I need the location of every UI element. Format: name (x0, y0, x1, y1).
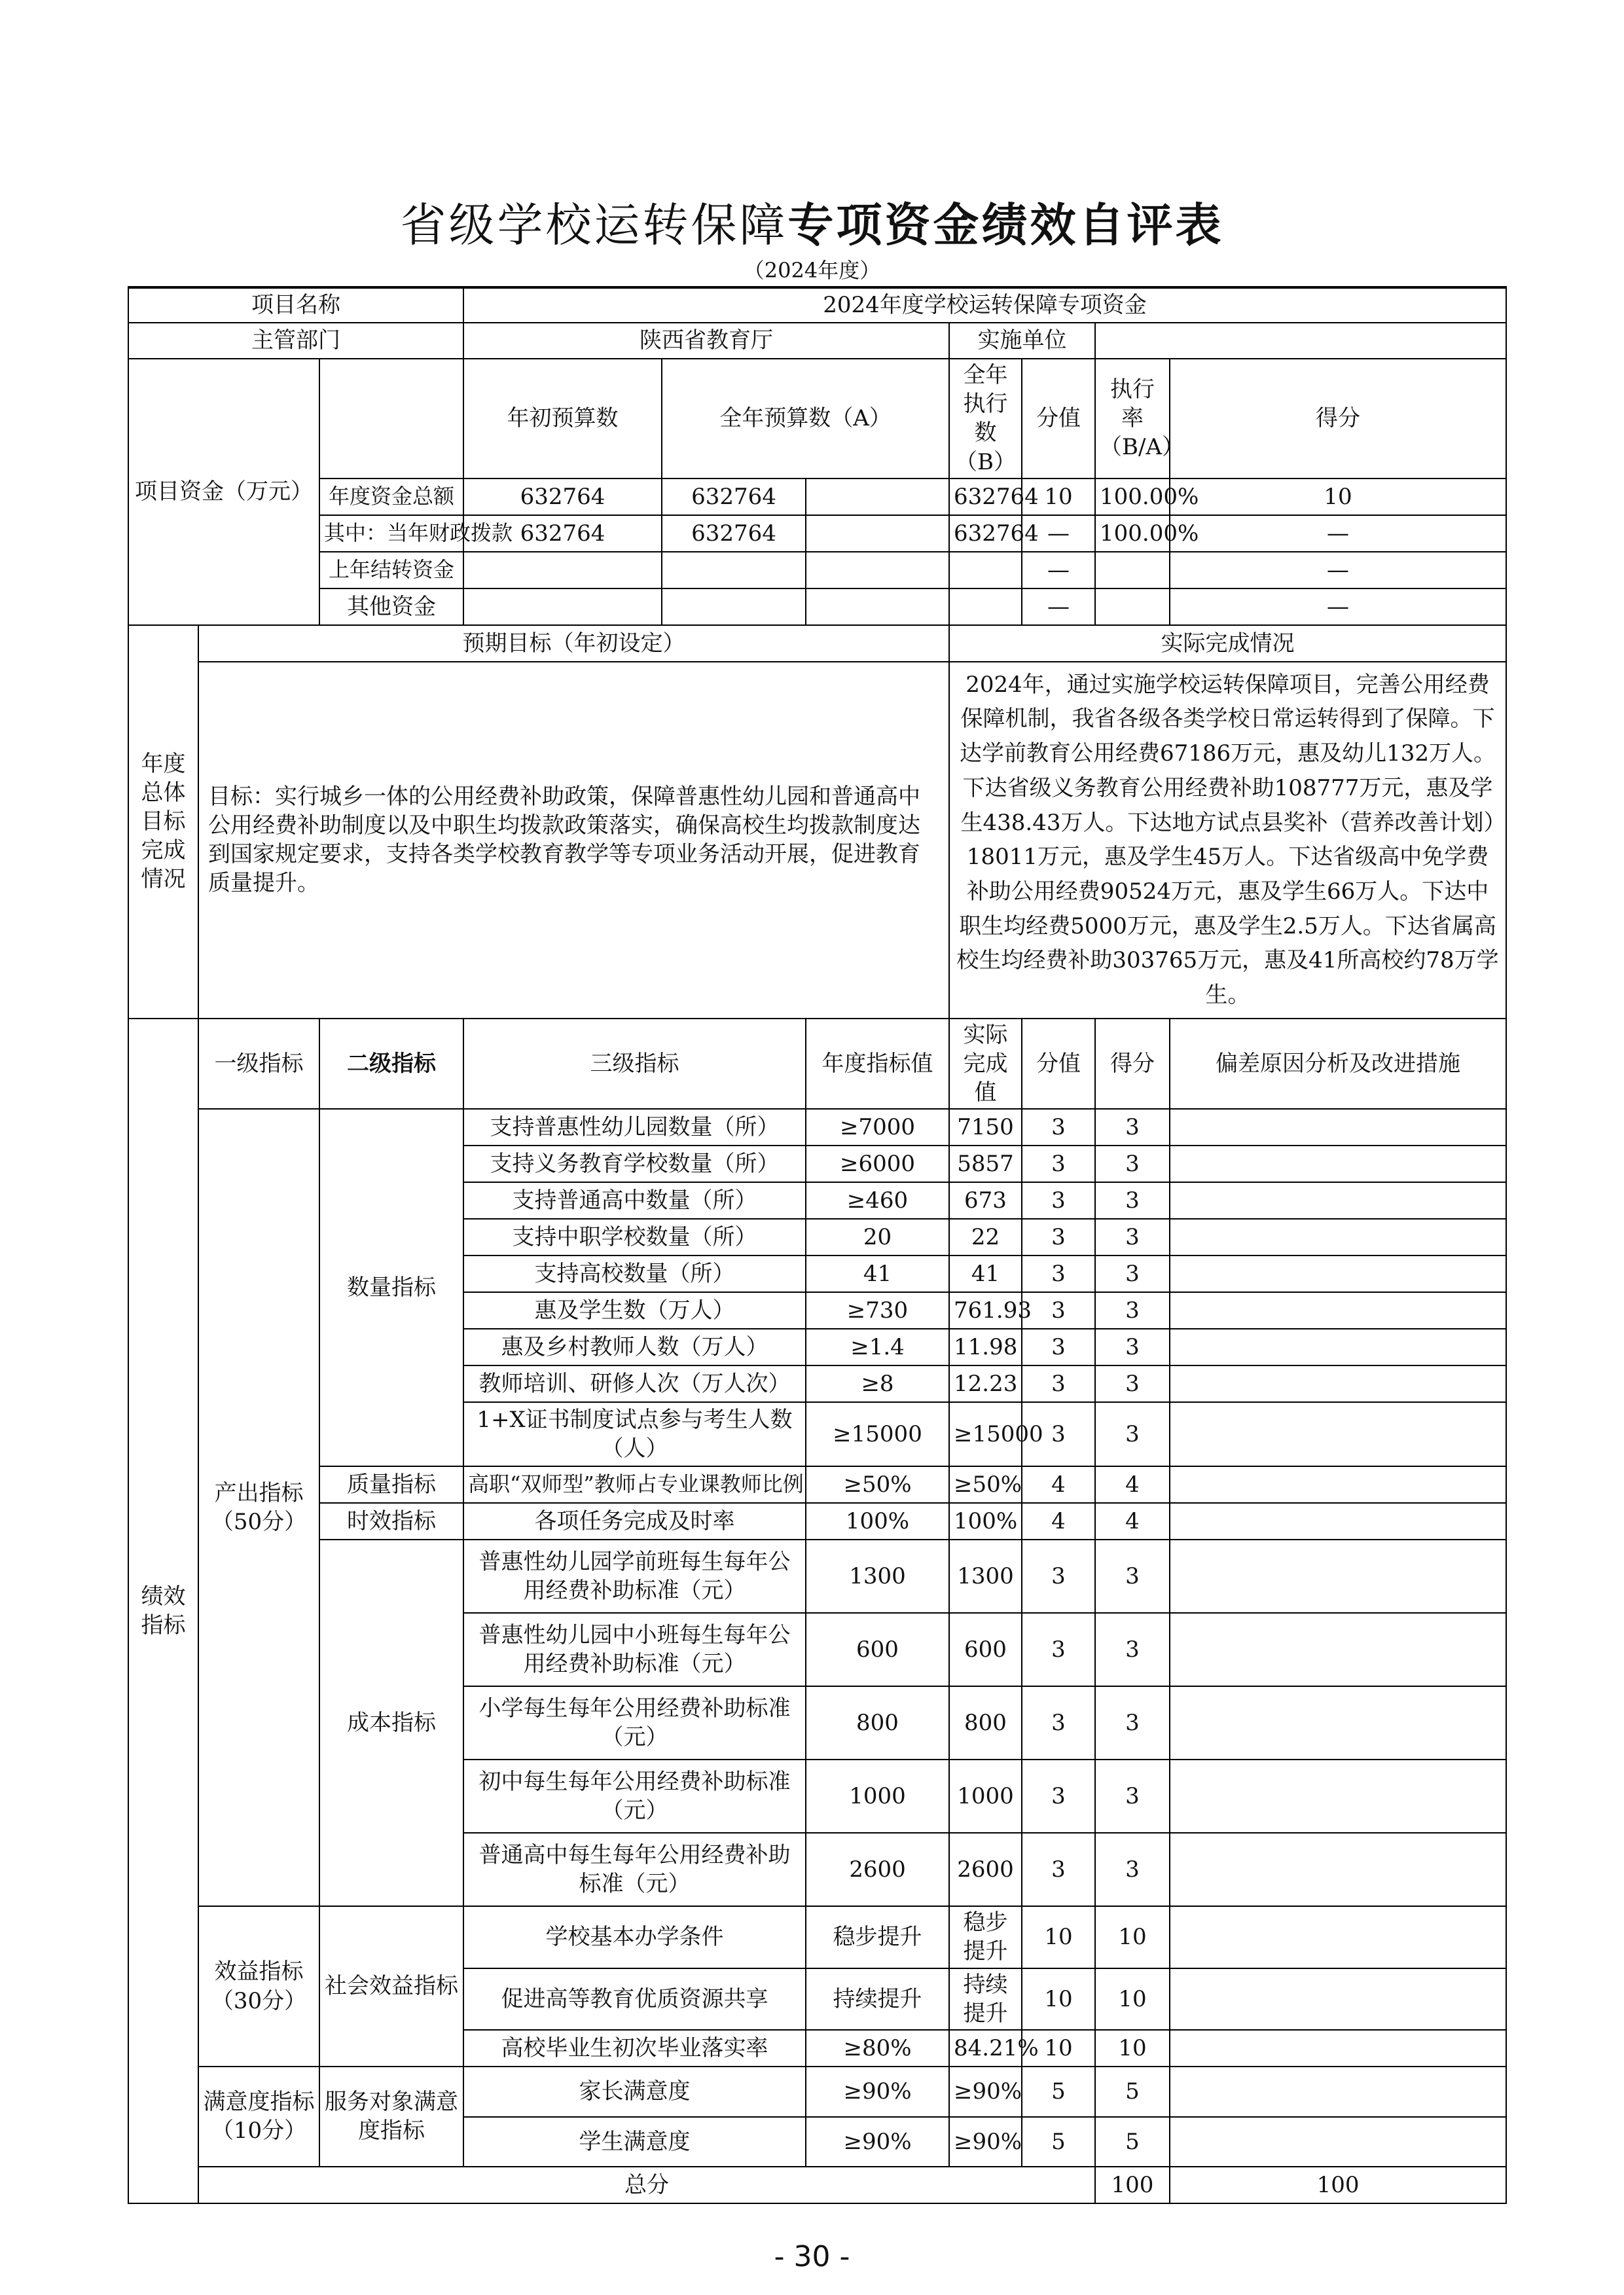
indicator-target: ≥50% (806, 1466, 949, 1503)
indicator-actual: 673 (949, 1182, 1022, 1219)
indicator-score: 5 (1095, 2117, 1170, 2167)
indicator-actual: 11.98 (949, 1329, 1022, 1365)
funds-header-rate: 执行率（B/A） (1095, 359, 1170, 479)
indicator-actual: ≥50% (949, 1466, 1022, 1503)
funds-row-exec: 632764 (949, 479, 1022, 515)
output-label: 产出指标（50分） (198, 1109, 319, 1906)
funds-row-score: — (1170, 552, 1506, 588)
indicator-deviation (1170, 1256, 1506, 1292)
indicator-actual: ≥90% (949, 2117, 1022, 2167)
indicator-target: ≥1.4 (806, 1329, 949, 1365)
indicator-target: 1300 (806, 1540, 949, 1613)
funds-header-score: 得分 (1170, 359, 1506, 479)
indicator-actual: 1000 (949, 1760, 1022, 1833)
satisfaction-label: 满意度指标（10分） (198, 2067, 319, 2167)
funds-row-rate: 100.00% (1095, 515, 1170, 552)
indicator-score: 3 (1095, 1109, 1170, 1146)
funds-row-initial (463, 588, 662, 625)
funds-row (128, 588, 1506, 625)
indicator-points: 3 (1022, 1760, 1095, 1833)
funds-row-annual (662, 552, 806, 588)
indicator-name: 惠及学生数（万人） (463, 1292, 806, 1329)
total-points: 100 (1095, 2167, 1170, 2203)
funds-row-score: — (1170, 588, 1506, 625)
funds-row-label: 上年结转资金 (319, 552, 463, 588)
funds-row-rate: 100.00% (1095, 479, 1170, 515)
indicator-name: 学生满意度 (463, 2117, 806, 2167)
indicator-name: 促进高等教育优质资源共享 (463, 1968, 806, 2030)
indicator-actual: ≥90% (949, 2067, 1022, 2117)
indicator-target: ≥90% (806, 2067, 949, 2117)
perf-header-deviation: 偏差原因分析及改进措施 (1170, 1019, 1506, 1110)
funds-row-rate (1095, 588, 1170, 625)
indicator-actual: 持续提升 (949, 1968, 1022, 2030)
actual-header: 实际完成情况 (949, 625, 1506, 662)
indicator-deviation (1170, 1540, 1506, 1613)
indicator-score: 3 (1095, 1182, 1170, 1219)
funds-row-annual-blank (806, 588, 949, 625)
indicator-deviation (1170, 1402, 1506, 1466)
indicator-name: 初中每生每年公用经费补助标准（元） (463, 1760, 806, 1833)
indicator-score: 3 (1095, 1540, 1170, 1613)
indicator-target: ≥460 (806, 1182, 949, 1219)
indicator-target: 100% (806, 1503, 949, 1540)
self-evaluation-table (128, 286, 1507, 2204)
quantity-label: 数量指标 (319, 1109, 463, 1466)
funds-row-label: 年度资金总额 (319, 479, 463, 515)
perf-header-actual: 实际完成值 (949, 1019, 1022, 1110)
indicator-actual: 1300 (949, 1540, 1022, 1613)
funds-header-blank (319, 359, 463, 479)
indicator-score: 5 (1095, 2067, 1170, 2117)
indicator-score: 3 (1095, 1833, 1170, 1906)
funds-row-rate (1095, 552, 1170, 588)
row-goal-header (128, 625, 1506, 662)
indicator-name: 支持义务教育学校数量（所） (463, 1146, 806, 1182)
indicator-actual: 22 (949, 1219, 1022, 1256)
indicator-points: 3 (1022, 1109, 1095, 1146)
indicator-target: ≥730 (806, 1292, 949, 1329)
indicator-target: ≥15000 (806, 1402, 949, 1466)
indicator-name: 普通高中每生每年公用经费补助标准（元） (463, 1833, 806, 1906)
funds-row-exec: 632764 (949, 515, 1022, 552)
indicator-points: 3 (1022, 1613, 1095, 1686)
indicator-deviation (1170, 2030, 1506, 2067)
year-label: （2024年度） (743, 258, 881, 283)
indicator-score: 4 (1095, 1503, 1170, 1540)
indicator-score: 3 (1095, 1760, 1170, 1833)
indicator-deviation (1170, 1146, 1506, 1182)
indicator-deviation (1170, 1760, 1506, 1833)
row-dept (128, 323, 1506, 359)
indicator-actual: 761.93 (949, 1292, 1022, 1329)
indicator-target: ≥8 (806, 1365, 949, 1402)
indicator-points: 5 (1022, 2117, 1095, 2167)
perf-header-points: 分值 (1022, 1019, 1095, 1110)
indicator-target: 2600 (806, 1833, 949, 1906)
project-name-label: 项目名称 (128, 287, 463, 323)
funds-row-annual: 632764 (662, 515, 806, 552)
indicator-name: 小学每生每年公用经费补助标准（元） (463, 1686, 806, 1760)
funds-row-initial: 632764 (463, 479, 662, 515)
indicator-score: 3 (1095, 1365, 1170, 1402)
row-project-name (128, 287, 1506, 323)
benefit-label: 效益指标（30分） (198, 1906, 319, 2067)
indicator-score: 3 (1095, 1329, 1170, 1365)
indicator-points: 3 (1022, 1540, 1095, 1613)
indicator-score: 10 (1095, 1906, 1170, 1968)
indicator-row (128, 1503, 1506, 1540)
funds-row-annual-blank (806, 515, 949, 552)
funds-row-exec (949, 552, 1022, 588)
indicator-row (128, 1466, 1506, 1503)
funds-row-label: 其他资金 (319, 588, 463, 625)
perf-section-label: 绩效指标 (128, 1019, 198, 2203)
perf-header-target: 年度指标值 (806, 1019, 949, 1110)
indicator-deviation (1170, 1292, 1506, 1329)
total-score: 100 (1170, 2167, 1506, 2203)
social-benefit-label: 社会效益指标 (319, 1906, 463, 2067)
indicator-deviation (1170, 1906, 1506, 1968)
indicator-deviation (1170, 1466, 1506, 1503)
indicator-deviation (1170, 1109, 1506, 1146)
service-satisfaction-label: 服务对象满意度指标 (319, 2067, 463, 2167)
perf-header-score: 得分 (1095, 1019, 1170, 1110)
funds-row-annual (662, 588, 806, 625)
indicator-name: 支持普通高中数量（所） (463, 1182, 806, 1219)
funds-row-score: 10 (1170, 479, 1506, 515)
indicator-points: 10 (1022, 1968, 1095, 2030)
funds-header-annual: 全年预算数（A） (662, 359, 949, 479)
funds-row (128, 515, 1506, 552)
indicator-name: 支持高校数量（所） (463, 1256, 806, 1292)
indicator-deviation (1170, 1503, 1506, 1540)
indicator-points: 3 (1022, 1182, 1095, 1219)
indicator-actual: 800 (949, 1686, 1022, 1760)
total-label: 总分 (198, 2167, 1095, 2203)
quality-label: 质量指标 (319, 1466, 463, 1503)
indicator-deviation (1170, 1833, 1506, 1906)
indicator-score: 10 (1095, 2030, 1170, 2067)
indicator-deviation (1170, 2067, 1506, 2117)
indicator-row (128, 2067, 1506, 2117)
impl-unit-label: 实施单位 (949, 323, 1095, 359)
page-title (0, 189, 1624, 255)
indicator-target: 持续提升 (806, 1968, 949, 2030)
funds-row-exec (949, 588, 1022, 625)
impl-unit-value (1095, 323, 1506, 359)
indicator-name: 支持中职学校数量（所） (463, 1219, 806, 1256)
indicator-actual: 稳步提升 (949, 1906, 1022, 1968)
indicator-target: ≥90% (806, 2117, 949, 2167)
indicator-deviation (1170, 1182, 1506, 1219)
funds-row-points: — (1022, 552, 1095, 588)
funds-label: 项目资金（万元） (128, 359, 319, 625)
indicator-points: 4 (1022, 1466, 1095, 1503)
indicator-deviation (1170, 1686, 1506, 1760)
indicator-points: 3 (1022, 1833, 1095, 1906)
indicator-score: 3 (1095, 1402, 1170, 1466)
indicator-points: 10 (1022, 2030, 1095, 2067)
indicator-points: 3 (1022, 1329, 1095, 1365)
indicator-name: 学校基本办学条件 (463, 1906, 806, 1968)
expected-goal-header: 预期目标（年初设定） (198, 625, 949, 662)
indicator-name: 普惠性幼儿园学前班每生每年公用经费补助标准（元） (463, 1540, 806, 1613)
indicator-score: 3 (1095, 1292, 1170, 1329)
indicator-target: 20 (806, 1219, 949, 1256)
funds-row-points: — (1022, 588, 1095, 625)
indicator-name: 1+X证书制度试点参与考生人数（人） (463, 1402, 806, 1466)
indicator-actual: 100% (949, 1503, 1022, 1540)
indicator-deviation (1170, 1219, 1506, 1256)
indicator-name: 家长满意度 (463, 2067, 806, 2117)
funds-row-annual-blank (806, 479, 949, 515)
funds-header-exec: 全年执行数（B） (949, 359, 1022, 479)
indicator-points: 5 (1022, 2067, 1095, 2117)
indicator-score: 3 (1095, 1613, 1170, 1686)
funds-row-points: — (1022, 515, 1095, 552)
indicator-deviation (1170, 1613, 1506, 1686)
indicator-score: 10 (1095, 1968, 1170, 2030)
perf-header-level2: 二级指标 (319, 1019, 463, 1110)
funds-row-points: 10 (1022, 479, 1095, 515)
indicator-actual: 2600 (949, 1833, 1022, 1906)
funds-row (128, 552, 1506, 588)
indicator-row (128, 1906, 1506, 1968)
indicator-actual: 600 (949, 1613, 1022, 1686)
indicator-score: 3 (1095, 1686, 1170, 1760)
indicator-deviation (1170, 2117, 1506, 2167)
indicator-row (128, 1540, 1506, 1613)
indicator-points: 3 (1022, 1365, 1095, 1402)
indicator-deviation (1170, 1329, 1506, 1365)
timeliness-label: 时效指标 (319, 1503, 463, 1540)
indicator-score: 4 (1095, 1466, 1170, 1503)
page-number: - 30 - (774, 2240, 850, 2273)
indicator-actual: 12.23 (949, 1365, 1022, 1402)
indicator-points: 3 (1022, 1686, 1095, 1760)
funds-header-points: 分值 (1022, 359, 1095, 479)
perf-header-level1: 一级指标 (198, 1019, 319, 1110)
indicator-row (128, 1109, 1506, 1146)
indicator-score: 3 (1095, 1146, 1170, 1182)
indicator-target: 41 (806, 1256, 949, 1292)
indicator-actual: ≥15000 (949, 1402, 1022, 1466)
funds-row-label: 其中：当年财政拨款 (319, 515, 463, 552)
title-part2: 专项资金绩效自评表 (787, 198, 1224, 252)
indicator-target: 800 (806, 1686, 949, 1760)
indicator-points: 3 (1022, 1146, 1095, 1182)
indicator-actual: 5857 (949, 1146, 1022, 1182)
indicator-points: 4 (1022, 1503, 1095, 1540)
indicator-deviation (1170, 1365, 1506, 1402)
funds-row-initial (463, 552, 662, 588)
indicator-name: 惠及乡村教师人数（万人） (463, 1329, 806, 1365)
funds-row-annual: 632764 (662, 479, 806, 515)
indicator-name: 高职“双师型”教师占专业课教师比例 (463, 1466, 806, 1503)
row-funds-header (128, 359, 1506, 479)
perf-header-level3: 三级指标 (463, 1019, 806, 1110)
indicator-name: 各项任务完成及时率 (463, 1503, 806, 1540)
funds-row-score: — (1170, 515, 1506, 552)
indicator-score: 3 (1095, 1219, 1170, 1256)
indicator-actual: 7150 (949, 1109, 1022, 1146)
indicator-points: 3 (1022, 1402, 1095, 1466)
indicator-name: 高校毕业生初次毕业落实率 (463, 2030, 806, 2067)
dept-value: 陕西省教育厅 (463, 323, 949, 359)
indicator-points: 3 (1022, 1256, 1095, 1292)
indicator-points: 3 (1022, 1292, 1095, 1329)
funds-row-annual-blank (806, 552, 949, 588)
indicator-target: 1000 (806, 1760, 949, 1833)
indicator-points: 3 (1022, 1219, 1095, 1256)
indicator-name: 教师培训、研修人次（万人次） (463, 1365, 806, 1402)
expected-goal-text: 目标：实行城乡一体的公用经费补助政策，保障普惠性幼儿园和普通高中公用经费补助制度以及中职生均拨款政策落实，确保高校生均拨款制度达到国家规定要求，支持各类学校教育教学等专项业务活动开展，促进教育质量提升。 (198, 662, 949, 1019)
cost-label: 成本指标 (319, 1540, 463, 1906)
indicator-name: 普惠性幼儿园中小班每生每年公用经费补助标准（元） (463, 1613, 806, 1686)
funds-row-initial: 632764 (463, 515, 662, 552)
indicator-actual: 41 (949, 1256, 1022, 1292)
title-part1: 省级学校运转保障 (400, 198, 788, 252)
row-total (128, 2167, 1506, 2203)
indicator-target: 600 (806, 1613, 949, 1686)
dept-label: 主管部门 (128, 323, 463, 359)
indicator-score: 3 (1095, 1256, 1170, 1292)
funds-header-initial: 年初预算数 (463, 359, 662, 479)
goal-section-label: 年度总体目标完成情况 (128, 625, 198, 1019)
project-name-value: 2024年度学校运转保障专项资金 (463, 287, 1506, 323)
row-perf-header (128, 1019, 1506, 1110)
indicator-target: ≥7000 (806, 1109, 949, 1146)
indicator-actual: 84.21% (949, 2030, 1022, 2067)
actual-text: 2024年，通过实施学校运转保障项目，完善公用经费保障机制，我省各级各类学校日常运转得到了保障。下达学前教育公用经费67186万元，惠及幼儿132万人。下达省级义务教育公用经费补助108777万元，惠及学生438.43万人。下达地方试点县奖补（营养改善计划）18011万元，惠及学生45万人。下达省级高中免学费补助公用经费90524万元，惠及学生66万人。下达中职生均经费5000万元，惠及学生2.5万人。下达省属高校生均经费补助303765万元，惠及41所高校约78万学生。 (949, 662, 1506, 1019)
indicator-deviation (1170, 1968, 1506, 2030)
indicator-points: 10 (1022, 1906, 1095, 1968)
indicator-target: ≥80% (806, 2030, 949, 2067)
funds-row (128, 479, 1506, 515)
row-goal-content (128, 662, 1506, 1019)
indicator-target: ≥6000 (806, 1146, 949, 1182)
indicator-target: 稳步提升 (806, 1906, 949, 1968)
indicator-name: 支持普惠性幼儿园数量（所） (463, 1109, 806, 1146)
